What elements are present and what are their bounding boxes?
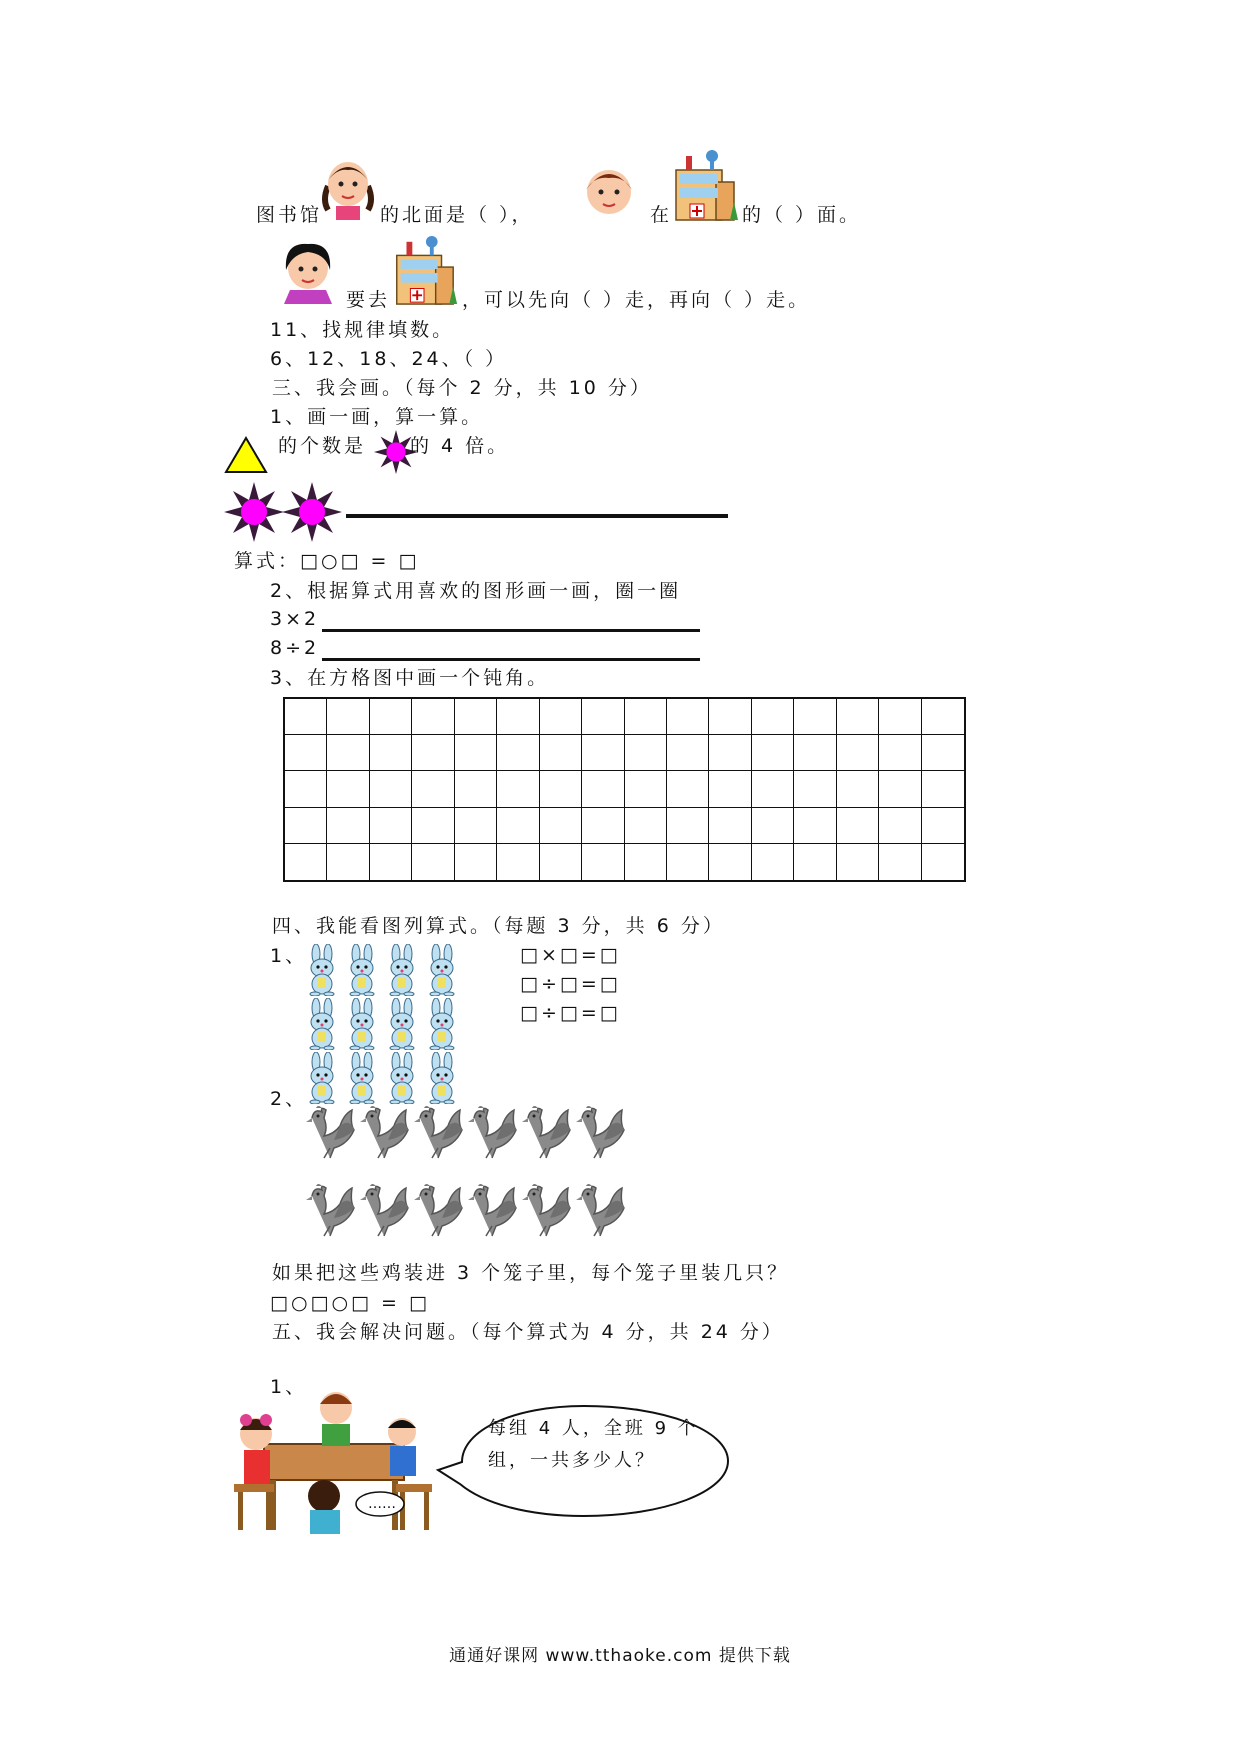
- section3-q2-exp2: 8÷2: [270, 637, 320, 659]
- rooster-icon: [466, 1104, 518, 1160]
- yellow-triangle-shape: [224, 436, 268, 474]
- drawing-answer-line[interactable]: [346, 514, 728, 518]
- q10-text-goto: 要去: [346, 289, 391, 311]
- rooster-icon: [574, 1182, 626, 1238]
- section4-title: 四、我能看图列算式。（每题 3 分，共 6 分）: [272, 915, 725, 937]
- rabbit-icon: [384, 944, 422, 996]
- square-grid[interactable]: [283, 697, 966, 882]
- rooster-icon: [412, 1182, 464, 1238]
- q10-text-direction: 的（ ）面。: [742, 204, 862, 226]
- rooster-icon: [520, 1182, 572, 1238]
- section3-q2-title: 2、根据算式用喜欢的图形画一画，圈一圈: [270, 580, 682, 602]
- section3-q1-text-b: 的 4 倍。: [410, 435, 510, 457]
- hospital-building-illustration: [668, 148, 740, 222]
- section4-q2-text: 如果把这些鸡装进 3 个笼子里，每个笼子里装几只？: [272, 1262, 790, 1284]
- rabbit-icon: [384, 1052, 422, 1104]
- rooster-icon: [574, 1104, 626, 1160]
- girl-braids-illustration: [318, 156, 378, 220]
- bubble-text-line2: 组，一共多少人？: [488, 1450, 656, 1471]
- rooster-icon: [412, 1104, 464, 1160]
- section3-title: 三、我会画。（每个 2 分，共 10 分）: [272, 377, 652, 399]
- small-bubble-ellipsis: ……: [368, 1496, 396, 1512]
- rabbit-group-illustration: [304, 944, 462, 1106]
- sun-star-shape-1: [224, 482, 284, 542]
- rooster-icon: [520, 1104, 572, 1160]
- bubble-text-line1: 每组 4 人，全班 9 个: [488, 1418, 699, 1439]
- section4-q1-formula-1: □×□=□: [520, 944, 621, 966]
- rooster-icon: [304, 1104, 356, 1160]
- rooster-icon: [358, 1182, 410, 1238]
- girl-face-illustration: [578, 162, 640, 218]
- rooster-icon: [466, 1182, 518, 1238]
- section4-q1-formula-3: □÷□=□: [520, 1002, 621, 1024]
- section4-q1-formula-2: □÷□=□: [520, 973, 621, 995]
- q10-text-north: 的北面是（ ），: [380, 204, 534, 226]
- section4-q2-num: 2、: [270, 1088, 308, 1110]
- section4-q2-formula: □○□○□ = □: [270, 1292, 430, 1314]
- rabbit-icon: [344, 944, 382, 996]
- classroom-children-illustration: [224, 1384, 438, 1534]
- rabbit-icon: [424, 944, 462, 996]
- rabbit-icon: [424, 1052, 462, 1104]
- section3-q2-exp1: 3×2: [270, 608, 320, 630]
- rooster-icon: [358, 1104, 410, 1160]
- q2-answer-line-2[interactable]: [322, 658, 700, 661]
- rabbit-icon: [304, 944, 342, 996]
- sun-star-shape-2: [282, 482, 342, 542]
- rabbit-icon: [424, 998, 462, 1050]
- rabbit-icon: [344, 1052, 382, 1104]
- q11-title: 11、找规律填数。: [270, 319, 455, 341]
- section3-q1-text-a: 的个数是: [278, 435, 367, 457]
- section3-q3-title: 3、在方格图中画一个钝角。: [270, 667, 550, 689]
- q10-text-route: ，可以先向（ ）走，再向（ ）走。: [462, 289, 811, 311]
- section5-title: 五、我会解决问题。（每个算式为 4 分，共 24 分）: [272, 1321, 784, 1343]
- q10-text-library: 图书馆: [256, 204, 323, 226]
- girl-black-hair-illustration: [276, 240, 340, 304]
- rabbit-icon: [384, 998, 422, 1050]
- section3-q1-title: 1、画一画，算一算。: [270, 406, 484, 428]
- section5-q1-num: 1、: [270, 1376, 308, 1398]
- q2-answer-line-1[interactable]: [322, 629, 700, 632]
- rooster-group-illustration: [304, 1104, 626, 1260]
- hospital-building-illustration-2: [386, 234, 462, 306]
- section3-formula: 算式：□○□ = □: [234, 550, 420, 572]
- section4-q1-num: 1、: [270, 945, 308, 967]
- page-footer: 通通好课网 www.tthaoke.com 提供下载: [449, 1646, 791, 1666]
- rabbit-icon: [304, 1052, 342, 1104]
- rabbit-icon: [344, 998, 382, 1050]
- q11-sequence: 6、12、18、24、（ ）: [270, 348, 508, 370]
- q10-text-at: 在: [650, 204, 673, 226]
- rabbit-icon: [304, 998, 342, 1050]
- rooster-icon: [304, 1182, 356, 1238]
